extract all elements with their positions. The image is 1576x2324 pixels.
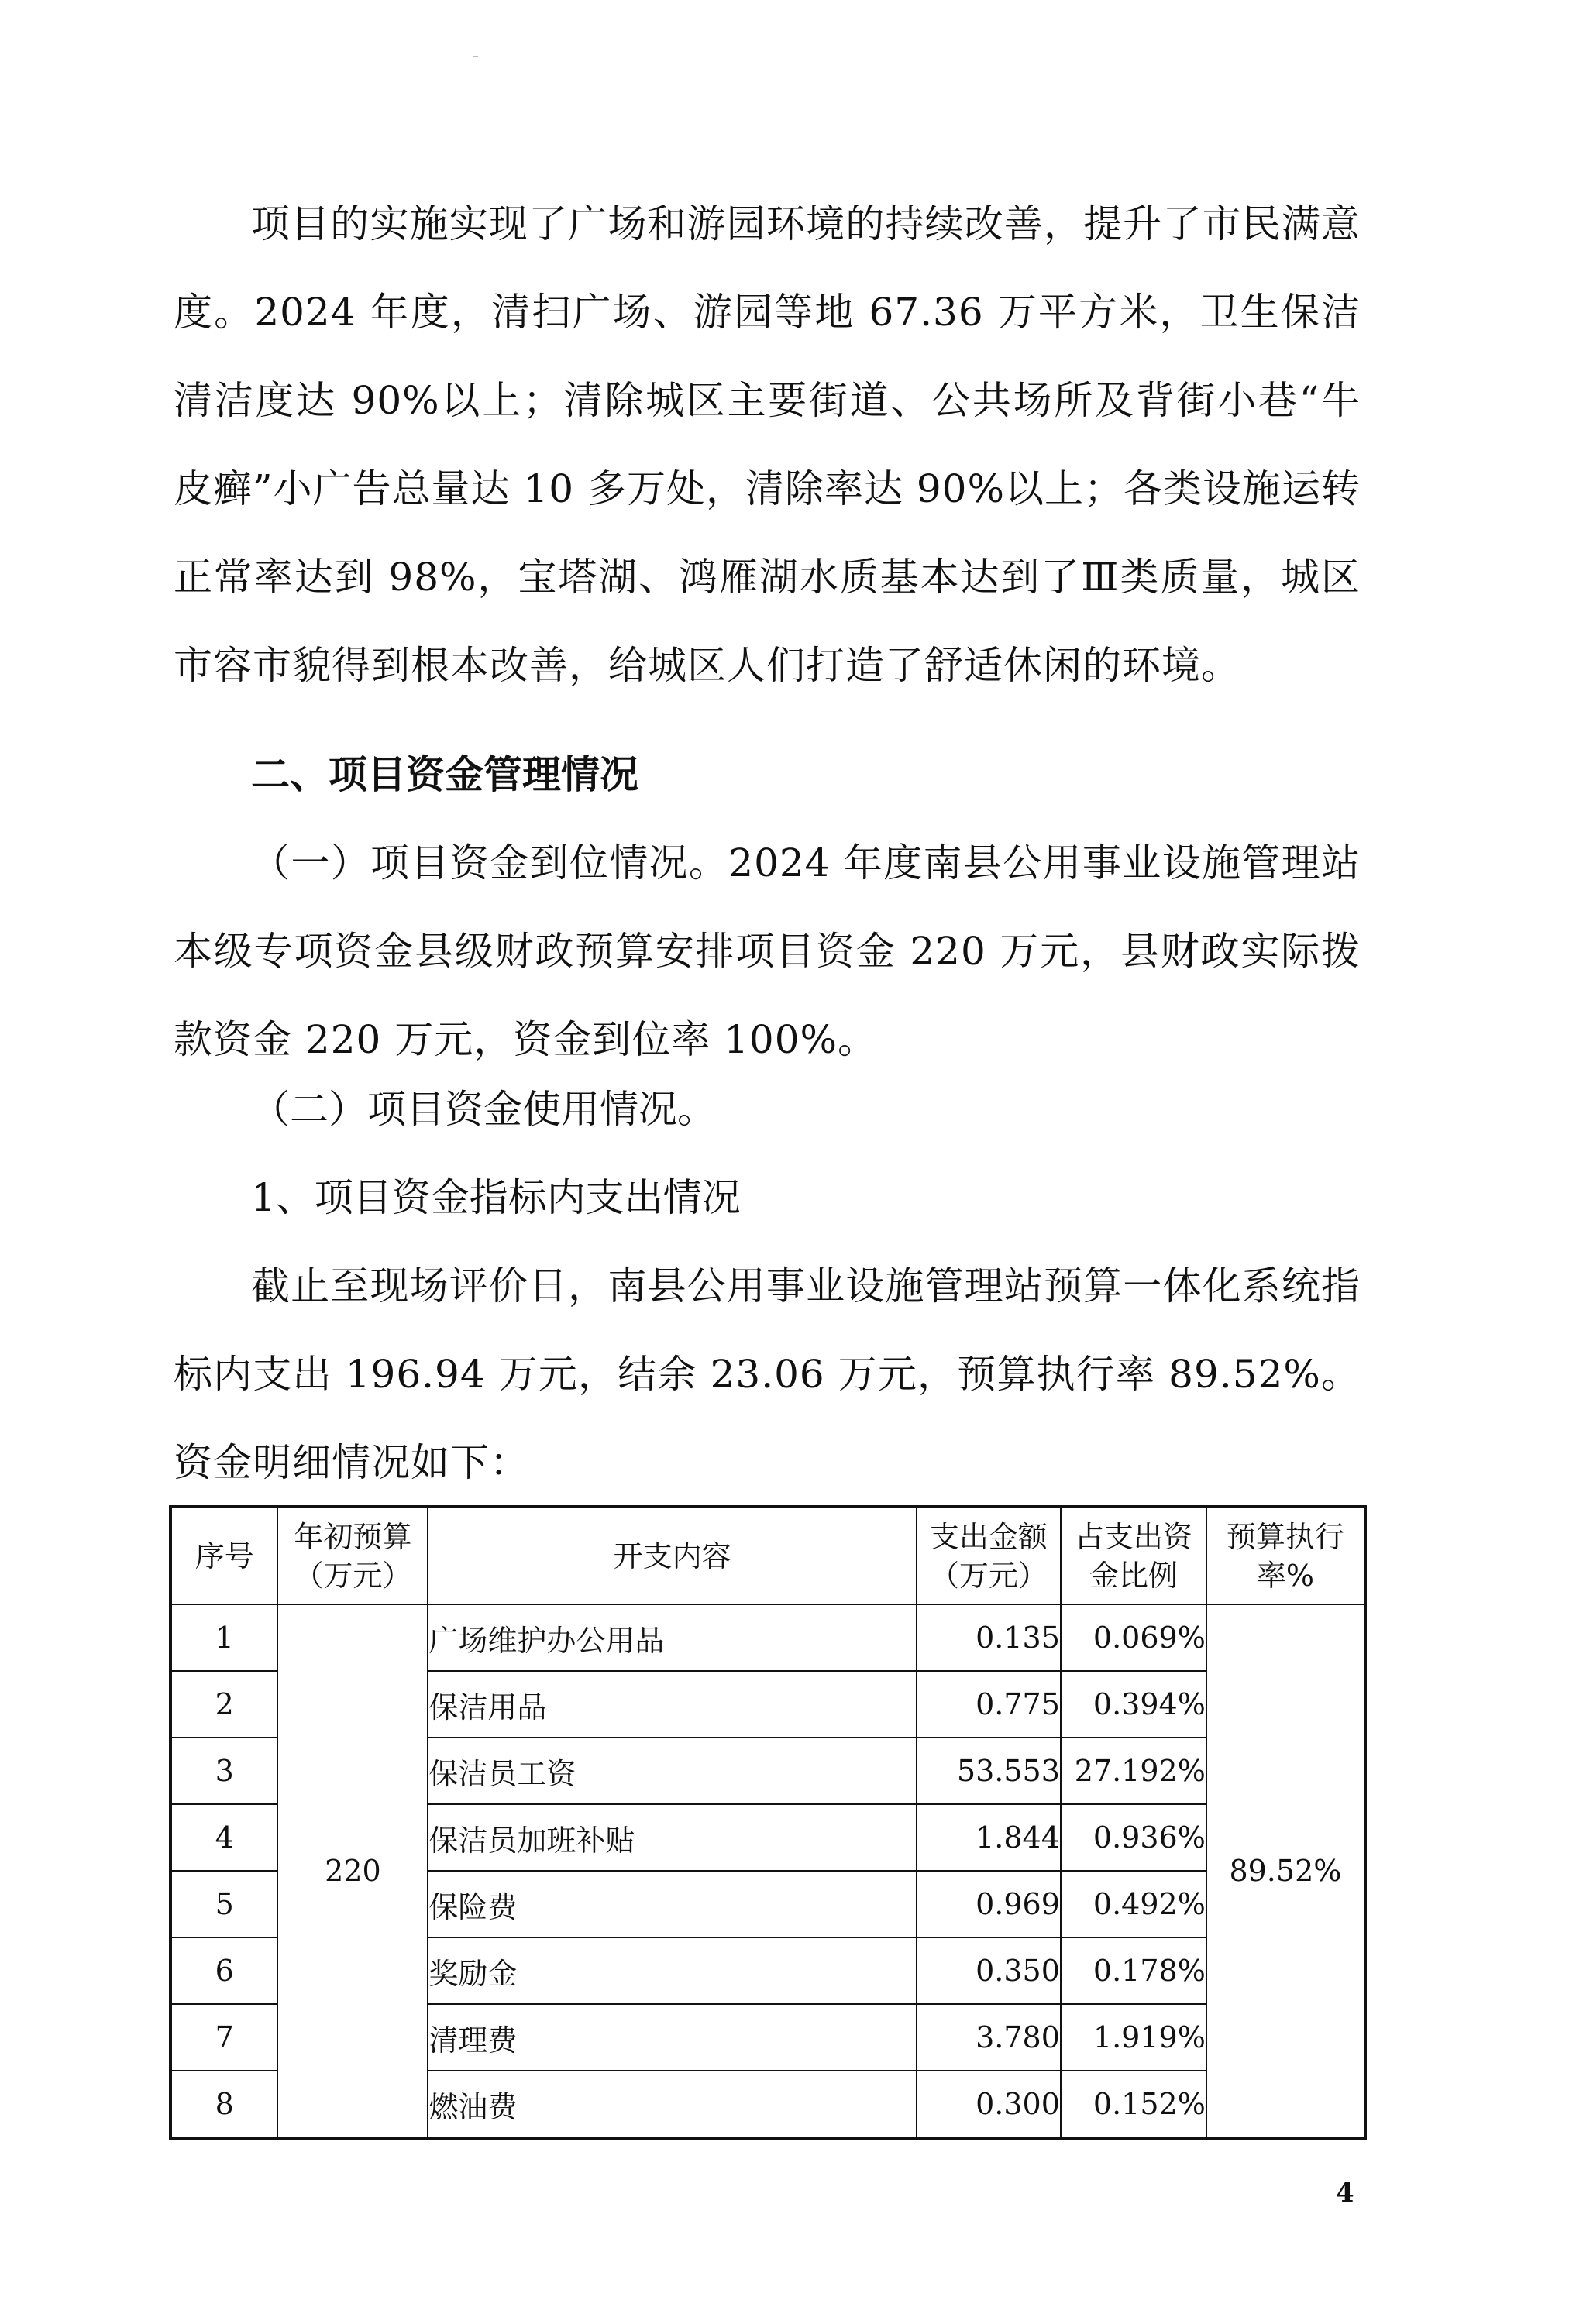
cell-ratio: 0.069% <box>1061 1604 1206 1671</box>
paragraph-fund-arrival: （一）项目资金到位情况。2024 年度南县公用事业设施管理站本级专项资金县级财政预算安排项目资金 220 万元，县财政实际拨款资金 220 万元，资金到位率 100%。 <box>174 841 1361 1062</box>
cell-amount: 0.350 <box>917 1937 1061 2004</box>
cell-amount: 0.135 <box>917 1604 1061 1671</box>
cell-amount: 1.844 <box>917 1804 1061 1871</box>
cell-item: 保洁员工资 <box>428 1738 917 1804</box>
cell-item: 保洁员加班补贴 <box>428 1804 917 1871</box>
header-budget: 年初预算 （万元） <box>277 1507 428 1604</box>
cell-ratio: 0.936% <box>1061 1804 1206 1871</box>
cell-index: 4 <box>170 1804 277 1871</box>
subheading-expenditure-within-quota: 1、项目资金指标内支出情况 <box>251 1175 741 1220</box>
cell-ratio: 27.192% <box>1061 1738 1206 1804</box>
header-ratio: 占支出资 金比例 <box>1061 1507 1206 1604</box>
header-execution-rate: 预算执行 率% <box>1206 1507 1365 1604</box>
cell-index: 2 <box>170 1671 277 1738</box>
cell-ratio: 0.394% <box>1061 1671 1206 1738</box>
cell-amount: 0.969 <box>917 1871 1061 1937</box>
cell-amount: 0.775 <box>917 1671 1061 1738</box>
page-number: 4 <box>1336 2178 1354 2209</box>
header-amount: 支出金额 （万元） <box>917 1507 1061 1604</box>
paragraph-expenditure-summary: 截止至现场评价日，南县公用事业设施管理站预算一体化系统指标内支出 196.94 万元，结余 23.06 万元，预算执行率 89.52%。资金明细情况如下： <box>174 1263 1361 1485</box>
paragraph-project-outcomes: 项目的实施实现了广场和游园环境的持续改善，提升了市民满意度。2024 年度，清扫广场、游园等地 67.36 万平方米，卫生保洁清洁度达 90%以上；清除城区主要街道、公共场所及背街小巷“牛皮癣”小广告总量达 10 多万处，清除率达 90%以上；各类设施运转正常率达到 98%，宝塔湖、鸿雁湖水质基本达到了Ⅲ类质量，城区市容市貌得到根本改善，给城区人们打造了舒适休闲的环境。 <box>174 201 1361 688</box>
header-index: 序号 <box>170 1507 277 1604</box>
cell-ratio: 0.152% <box>1061 2071 1206 2138</box>
table-row <box>170 1604 1365 1671</box>
cell-budget: 220 <box>277 1604 428 2138</box>
cell-item: 奖励金 <box>428 1937 917 2004</box>
cell-item: 广场维护办公用品 <box>428 1604 917 1671</box>
cell-amount: 0.300 <box>917 2071 1061 2138</box>
section-heading-fund-management: 二、项目资金管理情况 <box>251 751 638 797</box>
cell-ratio: 1.919% <box>1061 2004 1206 2071</box>
header-item: 开支内容 <box>428 1507 917 1604</box>
cell-item: 清理费 <box>428 2004 917 2071</box>
cell-execution-rate: 89.52% <box>1206 1604 1365 2138</box>
cell-item: 保洁用品 <box>428 1671 917 1738</box>
cell-item: 燃油费 <box>428 2071 917 2138</box>
cell-amount: 3.780 <box>917 2004 1061 2071</box>
cell-index: 6 <box>170 1937 277 2004</box>
scan-mark <box>473 56 478 57</box>
cell-index: 3 <box>170 1738 277 1804</box>
cell-ratio: 0.492% <box>1061 1871 1206 1937</box>
cell-index: 7 <box>170 2004 277 2071</box>
table-header-row <box>170 1507 1365 1604</box>
cell-amount: 53.553 <box>917 1738 1061 1804</box>
cell-index: 5 <box>170 1871 277 1937</box>
cell-index: 1 <box>170 1604 277 1671</box>
cell-index: 8 <box>170 2071 277 2138</box>
cell-item: 保险费 <box>428 1871 917 1937</box>
subheading-fund-usage: （二）项目资金使用情况。 <box>251 1087 716 1132</box>
cell-ratio: 0.178% <box>1061 1937 1206 2004</box>
fund-detail-table <box>169 1505 1367 2140</box>
